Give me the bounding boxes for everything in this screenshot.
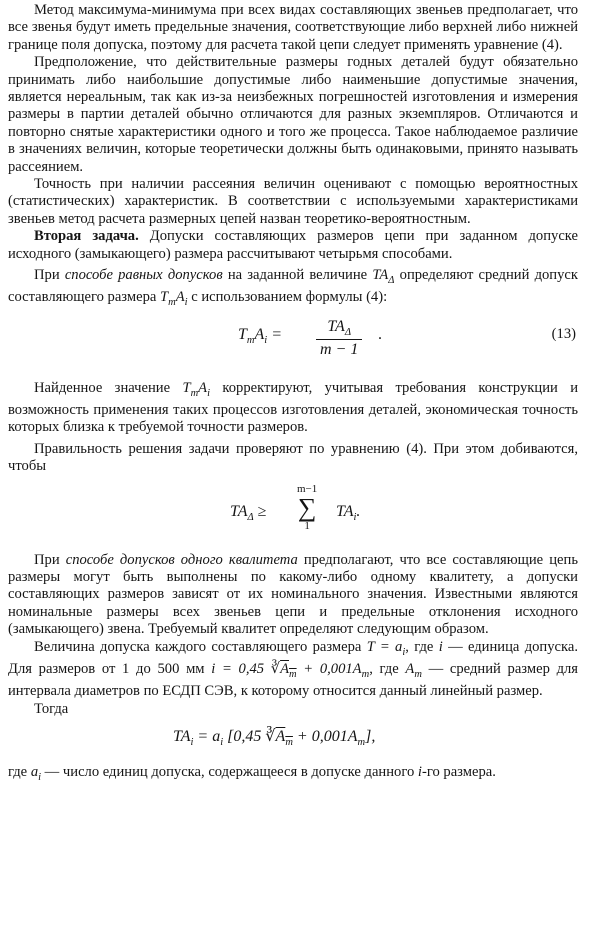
paragraph-correction: Найденное значение $T_mA_i$ корректируют, учитывая требования конструкции и возможность применения таких процессов изготовления деталей, экономическая точность которых близка к требуемой точности размеров. xyxy=(8,379,578,436)
equation-tai: $TA_i = a_i$ [0,45 $∛A_m + 0,001A_m$], xyxy=(173,728,376,749)
tolerance-unit-formula: i = 0,45 $∛A_m + 0,001A_m$ xyxy=(211,661,370,680)
equation-13-fraction: $TA_\Delta$ m − 1 xyxy=(316,318,362,359)
paragraph-then: Тогда xyxy=(34,700,69,717)
formula-tmai: $T_mA_i$ xyxy=(160,289,188,309)
one-grade-term: способе допусков одного квалитета xyxy=(65,551,298,568)
sum-symbol: m−1 ∑ 1 xyxy=(297,482,318,532)
paragraph-where: где $a_i$ — число единиц допуска, содержащееся в допуске данного i-го размера. xyxy=(8,764,496,784)
paragraph-equal-tolerances: При способе равных допусков на заданной величине $TA_\Delta$ определяют средний допуск составляющего размера $T_mA_i$ с использованием формулы (4): xyxy=(8,267,578,309)
paragraph-one-grade: При способе допусков одного квалитета предполагают, что все составляющие цепь размеры могут быть выполнены по какому-либо одному квалитету, а допуски составляющих размеров зависят от их номинального значения. Известными являются номинальные размеры всех звеньев цепи и предельные отклонения исходного (замыкающего) звена. Требуемый квалитет определяют следующим образом. xyxy=(8,551,578,638)
equal-tolerances-term: способе равных допусков xyxy=(64,267,223,284)
paragraph-second-task xyxy=(8,228,578,263)
equation-inequality: $TA_\Delta$ ≥ m−1 ∑ 1 $TA_i$. xyxy=(230,482,361,532)
book-page xyxy=(0,2,590,943)
equation-13: $T_mA_i$ = $TA_\Delta$ m − 1 . (13) xyxy=(238,317,576,358)
second-task-text: Допуски составляющих размеров цепи при заданном допуске исходного (замыкающего) размера рассчитывают четырьмя способами. xyxy=(8,228,578,262)
paragraph-max-min-method: Метод максимума-минимума при всех видах составляющих звеньев предполагает, что все звенья будут иметь предельные значения, соответствующие либо верхней либо нижней границе поля допуска, поэтому для расчета такой цепи следует применять уравнение (4). xyxy=(8,2,578,53)
paragraph-probabilistic-method: Точность при наличии рассеяния величин оценивают с помощью вероятностных (статистических) характеристик. В соответствии с используемыми характеристиками звеньев метод расчета размерных цепей назван теоретико-вероятностным. xyxy=(8,176,578,227)
equation-number: (13) xyxy=(551,325,576,342)
paragraph-assumption: Предположение, что действительные размеры годных деталей будут обязательно принимать либо наибольшие допустимые либо наименьшие допустимые значения, является нереальным, так как из-за неизбежных погрешностей изготовления и измерения размеры в партии деталей обычно отличаются для разных экземпляров. Отличаются и повторно снятые характеристики одного и того же процесса. Такое наблюдаемое различие в значениях величин, которые теоретически должны быть одинаковыми, принято называть рассеянием. xyxy=(8,54,578,175)
paragraph-tolerance-value: Величина допуска каждого составляющего размера $T = a_i$, где i — единица допуска. Для размеров от 1 до 500 мм i = 0,45 $∛A_m + 0,001A_m$, где $A_m$ — средний размер для интервала диаметров по ЕСДП СЭВ, к которому относится данный линейный размер. xyxy=(8,638,579,700)
paragraph-verification: Правильность решения задачи проверяют по уравнению (4). При этом добиваются, чтобы xyxy=(8,440,578,475)
second-task-heading: Вторая задача. xyxy=(34,228,139,245)
formula-ta-delta: $TA_\Delta$ xyxy=(372,267,395,286)
